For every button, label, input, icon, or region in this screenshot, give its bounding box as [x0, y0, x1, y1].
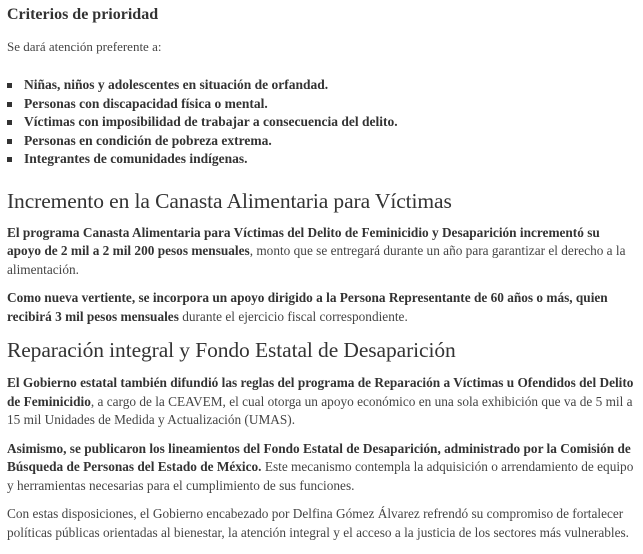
list-item-text: Víctimas con imposibilidad de trabajar a consecuencia del delito.: [24, 114, 398, 129]
priority-intro: Se dará atención preferente a:: [7, 39, 162, 54]
priority-list: [7, 76, 636, 169]
priority-heading: Criterios de prioridad: [7, 6, 159, 23]
canasta-paragraph-1: [7, 224, 636, 280]
reparacion-paragraph-1-bold: El Gobierno estatal también difundió las reglas del programa de Reparación a Víctimas u Ofendidos del Delito de Feminicidio: [7, 375, 634, 409]
bullet-icon: [7, 139, 12, 144]
bullet-icon: [7, 157, 12, 162]
bullet-icon: [7, 83, 12, 88]
bullet-icon: [7, 120, 12, 125]
reparacion-paragraph-2-rest: Este mecanismo contempla la adquisición o arrendamiento de equipo y herramientas necesarias para el cumplimiento de sus funciones.: [7, 459, 634, 493]
bullet-icon: [7, 102, 12, 107]
reparacion-paragraph-1: [7, 374, 636, 430]
list-item-text: Niñas, niños y adolescentes en situación de orfandad.: [24, 77, 329, 92]
list-item: [7, 95, 636, 114]
list-item-text: Personas con discapacidad física o mental.: [24, 95, 268, 111]
list-item: [7, 150, 636, 169]
canasta-heading: Incremento en la Canasta Alimentaria para Víctimas: [7, 188, 452, 213]
reparacion-heading: Reparación integral y Fondo Estatal de Desaparición: [7, 338, 456, 362]
list-item-text: Integrantes de comunidades indígenas.: [24, 151, 248, 166]
list-item: [7, 113, 636, 132]
canasta-paragraph-1-rest: , monto que se entregará durante un año para garantizar el derecho a la alimentación.: [7, 243, 626, 277]
canasta-paragraph-2-rest: durante el ejercicio fiscal correspondiente.: [178, 308, 408, 324]
closing-paragraph: Con estas disposiciones, el Gobierno encabezado por Delfina Gómez Álvarez refrendó su compromiso de fortalecer políticas públicas orientadas al bienestar, la atención integral y el acceso a la justicia de los sectores más vulnerables.: [7, 506, 629, 540]
list-item: [7, 76, 636, 95]
list-item: [7, 132, 636, 151]
canasta-paragraph-2: [7, 289, 636, 326]
reparacion-paragraph-2: [7, 440, 636, 496]
reparacion-paragraph-2-bold: Asimismo, se publicaron los lineamientos del Fondo Estatal de Desaparición, administrado por la Comisión de Búsqueda de Personas del Estado de México.: [7, 440, 631, 474]
canasta-paragraph-1-bold: El programa Canasta Alimentaria para Víctimas del Delito de Feminicidio y Desaparición incrementó su apoyo de 2 mil a 2 mil 200 pesos mensuales: [7, 224, 600, 258]
reparacion-paragraph-1-rest: , a cargo de la CEAVEM, el cual otorga un apoyo económico en una sola exhibición que va de 5 mil a 15 mil Unidades de Medida y Actualización (UMAS).: [7, 393, 633, 427]
list-item-text: Personas en condición de pobreza extrema.: [24, 132, 272, 148]
canasta-paragraph-2-bold: Como nueva vertiente, se incorpora un apoyo dirigido a la Persona Representante de 60 años o más, quien recibirá 3 mil pesos mensuales: [7, 290, 608, 324]
